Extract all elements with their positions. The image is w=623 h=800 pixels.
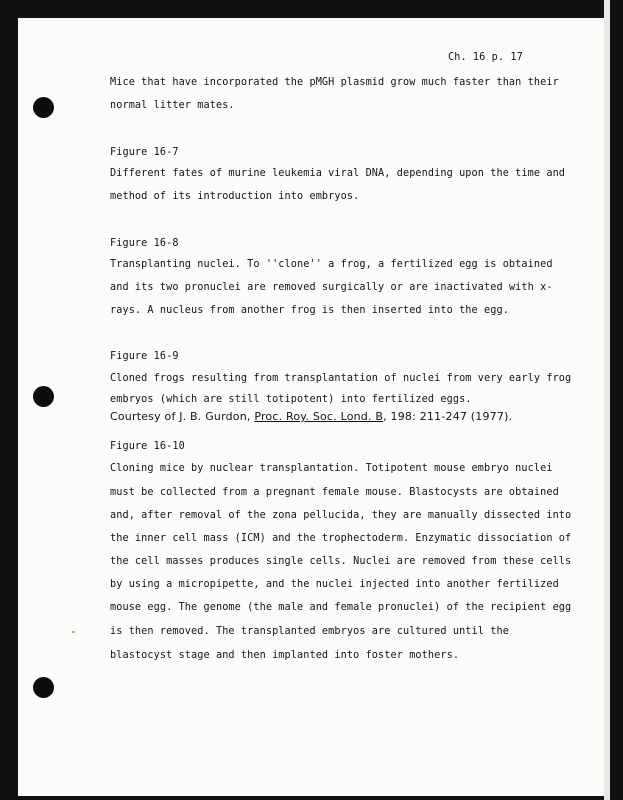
caption-line: Cloning mice by nuclear transplantation. Totipotent mouse embryo nuclei — [110, 463, 553, 474]
caption-line: must be collected from a pregnant female mouse. Blastocysts are obtained — [110, 487, 559, 498]
courtesy-credit — [110, 410, 512, 423]
figure-heading: Figure 16-8 — [110, 238, 179, 249]
punch-hole-bottom — [33, 677, 54, 698]
caption-line: is then removed. The transplanted embryos are cultured until the — [110, 626, 509, 637]
caption-line: Transplanting nuclei. To ''clone'' a frog, a fertilized egg is obtained — [110, 259, 553, 270]
paper-speck — [72, 631, 75, 633]
page-edge — [604, 0, 610, 800]
caption-line: and its two pronuclei are removed surgically or are inactivated with x- — [110, 282, 553, 293]
page-header: Ch. 16 p. 17 — [448, 52, 523, 63]
caption-line: Different fates of murine leukemia viral DNA, depending upon the time and — [110, 168, 566, 179]
caption-line: Cloned frogs resulting from transplantation of nuclei from very early frog — [110, 373, 572, 384]
figure-heading: Figure 16-10 — [110, 441, 185, 452]
figure-heading: Figure 16-9 — [110, 351, 179, 362]
figure-heading: Figure 16-7 — [110, 147, 179, 158]
caption-line: rays. A nucleus from another frog is then inserted into the egg. — [110, 305, 509, 316]
caption-line: method of its introduction into embryos. — [110, 191, 360, 202]
punch-hole-middle — [33, 386, 54, 407]
courtesy-prefix: Courtesy of J. B. Gurdon, — [110, 410, 255, 423]
caption-line: and, after removal of the zona pellucida, they are manually dissected into — [110, 510, 572, 521]
caption-line: mouse egg. The genome (the male and female pronuclei) of the recipient egg — [110, 602, 572, 613]
caption-line: blastocyst stage and then implanted into foster mothers. — [110, 650, 460, 661]
journal-title: Proc. Roy. Soc. Lond. B — [254, 410, 384, 423]
caption-line: the inner cell mass (ICM) and the trophectoderm. Enzymatic dissociation of — [110, 533, 572, 544]
caption-line: by using a micropipette, and the nuclei injected into another fertilized — [110, 579, 559, 590]
courtesy-citation: , 198: 211-247 (1977). — [383, 410, 513, 423]
caption-line: the cell masses produces single cells. Nuclei are removed from these cells — [110, 556, 572, 567]
caption-line: embryos (which are still totipotent) into fertilized eggs. — [110, 394, 472, 405]
punch-hole-top — [33, 97, 54, 118]
body-line: normal litter mates. — [110, 100, 235, 111]
body-line: Mice that have incorporated the pMGH plasmid grow much faster than their — [110, 77, 559, 88]
